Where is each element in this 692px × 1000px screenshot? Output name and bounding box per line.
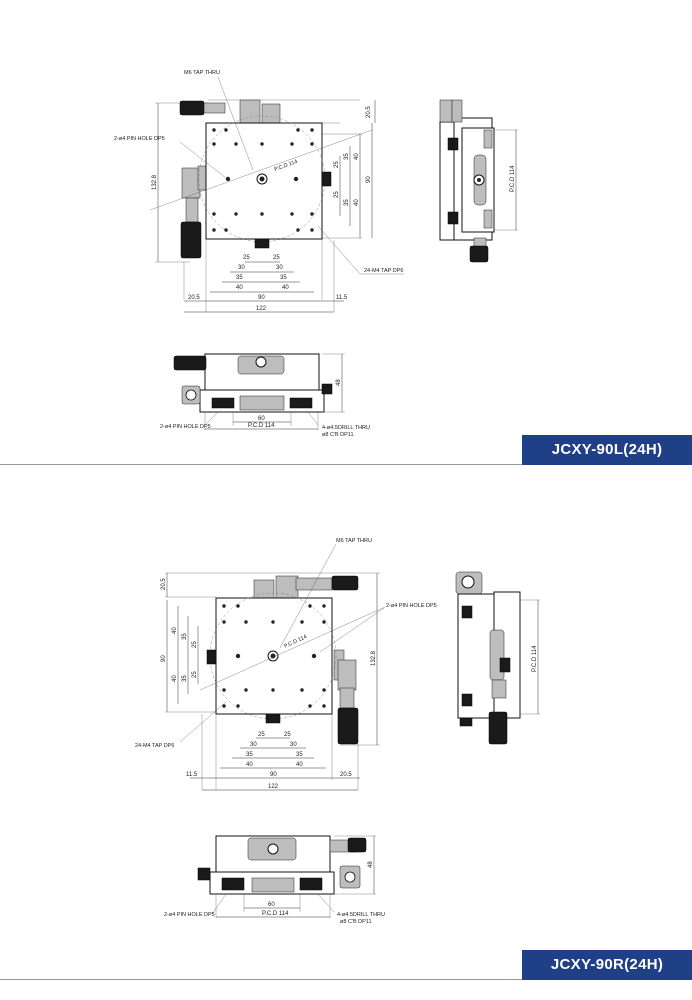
bottom-plan-dim-20-5: 20.5 <box>340 772 352 778</box>
bottom-side-view <box>456 572 540 744</box>
bottom-side-pcd-label: P.C.D 114 <box>532 645 538 672</box>
top-plan-dim-35b: 35 <box>280 275 287 281</box>
bottom-plan-dim-25b: 25 <box>284 732 291 738</box>
bottom-plan-dim-11-5: 11.5 <box>186 772 198 778</box>
bottom-plan-dim-30a: 30 <box>250 742 257 748</box>
top-plan-dim-35a: 35 <box>236 275 243 281</box>
top-plan-pcd-label: P.C.D 114 <box>273 158 299 173</box>
top-plan-dim-right-20-5: 20.5 <box>366 106 372 118</box>
top-front-dim-48: 48 <box>336 379 342 386</box>
bottom-plan-tap-thru-label: M6 TAP THRU <box>336 538 372 544</box>
bottom-plan-dim-132-8: 132.8 <box>371 650 377 666</box>
bottom-plan-pin-hole-label: 2-ø4 PIN HOLE DP5 <box>386 603 437 609</box>
top-plan-dim-right-40b: 40 <box>354 199 360 206</box>
bottom-front-pcd: P.C.D 114 <box>262 911 289 917</box>
top-front-view <box>160 354 370 438</box>
bottom-front-dim-48: 48 <box>368 861 374 868</box>
top-plan-dim-132-8: 132.8 <box>152 174 158 190</box>
top-plan-dim-122: 122 <box>256 306 267 312</box>
top-plan-dim-right-40a: 40 <box>354 153 360 160</box>
bottom-front-pin-hole: 2-ø4 PIN HOLE DP5 <box>164 912 215 918</box>
top-plan-dim-right-90: 90 <box>366 176 372 183</box>
top-plan-dim-25a: 25 <box>243 255 250 261</box>
bottom-plan-view <box>135 538 437 790</box>
top-plan-dim-40b: 40 <box>282 285 289 291</box>
top-plan-dim-20-5: 20.5 <box>188 295 200 301</box>
top-plan-dim-30a: 30 <box>238 265 245 271</box>
top-plan-dim-90: 90 <box>258 295 265 301</box>
top-front-cb: ø8 C'B DP11 <box>322 432 354 438</box>
bottom-plan-dim-40a: 40 <box>246 762 253 768</box>
top-plan-dim-right-35a: 35 <box>344 153 350 160</box>
top-plan-view <box>114 70 404 312</box>
bottom-plan-dim-left-35a: 35 <box>182 633 188 640</box>
bottom-plan-dim-left-40b: 40 <box>172 675 178 682</box>
bottom-plan-dim-left-35b: 35 <box>182 675 188 682</box>
top-front-pcd: P.C.D 114 <box>248 423 275 429</box>
bottom-model-badge: JCXY-90R(24H) <box>522 950 692 980</box>
top-plan-dim-25b: 25 <box>273 255 280 261</box>
top-side-pcd-label: P.C.D 114 <box>510 165 516 192</box>
top-plan-dim-11-5: 11.5 <box>336 295 348 301</box>
bottom-plan-tap-dp-label: 24-M4 TAP DP6 <box>135 743 175 749</box>
top-side-view <box>440 100 518 262</box>
bottom-plan-dim-35a: 35 <box>246 752 253 758</box>
bottom-plan-dim-left-25b: 25 <box>192 671 198 678</box>
bottom-plan-dim-90: 90 <box>270 772 277 778</box>
bottom-plan-dim-left-20-5: 20.5 <box>161 578 167 590</box>
bottom-plan-dim-35b: 35 <box>296 752 303 758</box>
top-plan-tap-dp-label: 24-M4 TAP DP6 <box>364 268 404 274</box>
top-plan-dim-right-25b: 25 <box>334 191 340 198</box>
bottom-front-dim-60: 60 <box>268 902 275 908</box>
bottom-plan-dim-30b: 30 <box>290 742 297 748</box>
bottom-plan-pcd-label: P.C.D 114 <box>283 634 308 650</box>
bottom-plan-dim-122: 122 <box>268 784 279 790</box>
top-front-pin-hole: 2-ø4 PIN HOLE DP5 <box>160 424 211 430</box>
bottom-plan-dim-left-90: 90 <box>161 655 167 662</box>
bottom-plan-dim-left-25a: 25 <box>192 641 198 648</box>
top-plan-dim-40a: 40 <box>236 285 243 291</box>
top-front-drill: 4-ø4.5DRILL THRU <box>322 425 370 431</box>
top-model-badge: JCXY-90L(24H) <box>522 435 692 465</box>
top-plan-pin-hole-label: 2-ø4 PIN HOLE DP5 <box>114 136 165 142</box>
bottom-plan-dim-left-40a: 40 <box>172 627 178 634</box>
bottom-front-drill: 4-ø4.5DRILL THRU <box>337 912 385 918</box>
top-plan-dim-right-25a: 25 <box>334 161 340 168</box>
top-plan-dim-30b: 30 <box>276 265 283 271</box>
bottom-plan-dim-40b: 40 <box>296 762 303 768</box>
top-plan-dim-right-35b: 35 <box>344 199 350 206</box>
top-plan-tap-thru-label: M6 TAP THRU <box>184 70 220 76</box>
bottom-plan-dim-25a: 25 <box>258 732 265 738</box>
bottom-front-view <box>164 836 385 925</box>
top-front-dim-60: 60 <box>258 416 265 422</box>
bottom-front-cb: ø8 C'B DP11 <box>340 919 372 925</box>
